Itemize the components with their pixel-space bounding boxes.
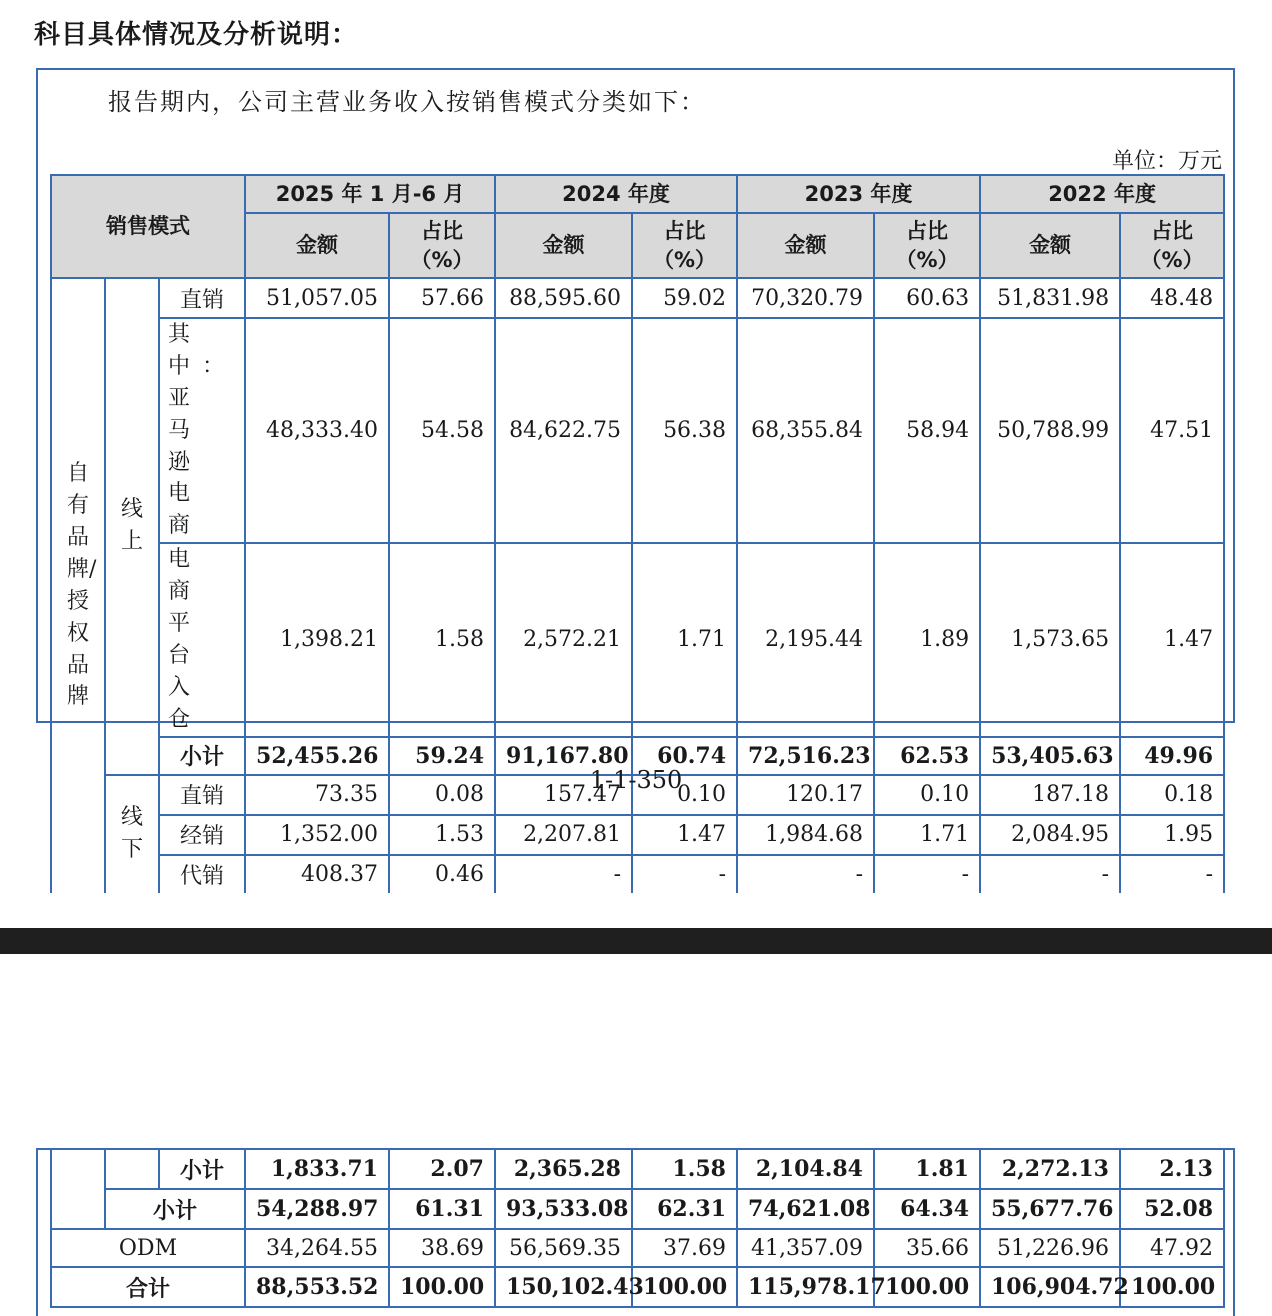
- cell: 2,084.95: [980, 815, 1120, 855]
- header-amount: 金额: [980, 213, 1120, 278]
- cell: 1.95: [1120, 815, 1224, 855]
- cell: 2,195.44: [737, 543, 874, 736]
- page-divider: [0, 928, 1272, 954]
- cell: 54,288.97: [245, 1189, 389, 1229]
- header-ratio: 占比（%）: [874, 213, 980, 278]
- cell: 62.53: [874, 737, 980, 775]
- table-row: [51, 1149, 1224, 1189]
- cell: 1.71: [632, 543, 737, 736]
- cell: 408.37: [245, 855, 389, 893]
- row-label: 小计: [159, 1149, 245, 1189]
- cell: 58.94: [874, 318, 980, 543]
- header-amount: 金额: [245, 213, 389, 278]
- row-label: 直销: [159, 775, 245, 815]
- cell: 50,788.99: [980, 318, 1120, 543]
- cell: 62.31: [632, 1189, 737, 1229]
- header-period: 2025 年 1 月-6 月: [245, 175, 495, 213]
- cell: 56.38: [632, 318, 737, 543]
- cell: 59.24: [389, 737, 495, 775]
- section-heading: 科目具体情况及分析说明：: [34, 20, 359, 50]
- table-row: [51, 855, 1224, 893]
- cell: 84,622.75: [495, 318, 632, 543]
- cell: 2.07: [389, 1149, 495, 1189]
- cell: 0.10: [874, 775, 980, 815]
- cell: 51,226.96: [980, 1229, 1120, 1267]
- cell: 1,352.00: [245, 815, 389, 855]
- cell: 49.96: [1120, 737, 1224, 775]
- cell: 51,057.05: [245, 278, 389, 318]
- table-row: [51, 815, 1224, 855]
- cell: -: [1120, 855, 1224, 893]
- row-label: 合计: [51, 1267, 245, 1307]
- cell: 88,595.60: [495, 278, 632, 318]
- cell: 72,516.23: [737, 737, 874, 775]
- table-row: [51, 1267, 1224, 1307]
- cell: 0.10: [632, 775, 737, 815]
- cell: 115,978.17: [737, 1267, 874, 1307]
- cell: 55,677.76: [980, 1189, 1120, 1229]
- group-offline-cont: [105, 1149, 159, 1189]
- cell: 35.66: [874, 1229, 980, 1267]
- cell: 1.47: [1120, 543, 1224, 736]
- cell: 47.51: [1120, 318, 1224, 543]
- header-ratio: 占比（%）: [389, 213, 495, 278]
- header-period: 2024 年度: [495, 175, 737, 213]
- cell: 1,573.65: [980, 543, 1120, 736]
- cell: 1,398.21: [245, 543, 389, 736]
- cell: 93,533.08: [495, 1189, 632, 1229]
- cell: 52,455.26: [245, 737, 389, 775]
- header-sales-mode: 销售模式: [51, 175, 245, 278]
- cell: 2.13: [1120, 1149, 1224, 1189]
- cell: 1.47: [632, 815, 737, 855]
- row-label: 经销: [159, 815, 245, 855]
- cell: 70,320.79: [737, 278, 874, 318]
- cell: 1.58: [632, 1149, 737, 1189]
- cell: 48.48: [1120, 278, 1224, 318]
- cell: 0.46: [389, 855, 495, 893]
- cell: 157.47: [495, 775, 632, 815]
- cell: 1.53: [389, 815, 495, 855]
- group-own-brand-cont: [51, 1149, 105, 1229]
- cell: 1.89: [874, 543, 980, 736]
- unit-label: 单位：万元: [1111, 149, 1222, 174]
- group-offline: 线下: [105, 775, 159, 893]
- row-label: 代销: [159, 855, 245, 893]
- header-ratio: 占比（%）: [1120, 213, 1224, 278]
- cell: 1.58: [389, 543, 495, 736]
- cell: 1.81: [874, 1149, 980, 1189]
- intro-text: 报告期内，公司主营业务收入按销售模式分类如下：: [108, 88, 706, 116]
- cell: 100.00: [632, 1267, 737, 1307]
- group-online: 线上: [105, 278, 159, 775]
- cell: 2,104.84: [737, 1149, 874, 1189]
- cell: 1.71: [874, 815, 980, 855]
- cell: 187.18: [980, 775, 1120, 815]
- cell: 57.66: [389, 278, 495, 318]
- group-own-brand: 自有品牌/授权品牌: [51, 278, 105, 893]
- cell: 68,355.84: [737, 318, 874, 543]
- cell: 60.74: [632, 737, 737, 775]
- cell: -: [874, 855, 980, 893]
- cell: 52.08: [1120, 1189, 1224, 1229]
- cell: -: [737, 855, 874, 893]
- row-label: 直销: [159, 278, 245, 318]
- cell: 1,984.68: [737, 815, 874, 855]
- cell: 73.35: [245, 775, 389, 815]
- cell: 1,833.71: [245, 1149, 389, 1189]
- cell: 64.34: [874, 1189, 980, 1229]
- table-row: [51, 1189, 1224, 1229]
- row-label: 电商平台入仓: [159, 543, 245, 736]
- table-row: [51, 318, 1224, 543]
- cell: 91,167.80: [495, 737, 632, 775]
- cell: 54.58: [389, 318, 495, 543]
- cell: 2,572.21: [495, 543, 632, 736]
- cell: 41,357.09: [737, 1229, 874, 1267]
- cell: 100.00: [389, 1267, 495, 1307]
- cell: 120.17: [737, 775, 874, 815]
- cell: 88,553.52: [245, 1267, 389, 1307]
- revenue-table-bottom: [50, 1148, 1225, 1308]
- cell: 53,405.63: [980, 737, 1120, 775]
- cell: 106,904.72: [980, 1267, 1120, 1307]
- cell: 0.08: [389, 775, 495, 815]
- cell: 59.02: [632, 278, 737, 318]
- cell: 100.00: [1120, 1267, 1224, 1307]
- cell: 56,569.35: [495, 1229, 632, 1267]
- cell: 74,621.08: [737, 1189, 874, 1229]
- table-row: [51, 1229, 1224, 1267]
- header-period: 2022 年度: [980, 175, 1224, 213]
- table-row: [51, 543, 1224, 736]
- cell: 2,365.28: [495, 1149, 632, 1189]
- cell: 38.69: [389, 1229, 495, 1267]
- row-label: 小计: [159, 737, 245, 775]
- cell: 48,333.40: [245, 318, 389, 543]
- row-label: 小计: [105, 1189, 245, 1229]
- cell: 61.31: [389, 1189, 495, 1229]
- row-label: ODM: [51, 1229, 245, 1267]
- cell: 47.92: [1120, 1229, 1224, 1267]
- cell: 34,264.55: [245, 1229, 389, 1267]
- table-row: [51, 278, 1224, 318]
- cell: 37.69: [632, 1229, 737, 1267]
- cell: 100.00: [874, 1267, 980, 1307]
- cell: 150,102.43: [495, 1267, 632, 1307]
- header-amount: 金额: [737, 213, 874, 278]
- header-amount: 金额: [495, 213, 632, 278]
- page-number: 1-1-350: [589, 766, 683, 794]
- header-ratio: 占比（%）: [632, 213, 737, 278]
- row-label: 其中：亚马逊电商: [159, 318, 245, 543]
- cell: 0.18: [1120, 775, 1224, 815]
- cell: 60.63: [874, 278, 980, 318]
- cell: 51,831.98: [980, 278, 1120, 318]
- cell: 2,207.81: [495, 815, 632, 855]
- cell: -: [980, 855, 1120, 893]
- cell: -: [495, 855, 632, 893]
- cell: 2,272.13: [980, 1149, 1120, 1189]
- header-period: 2023 年度: [737, 175, 980, 213]
- cell: -: [632, 855, 737, 893]
